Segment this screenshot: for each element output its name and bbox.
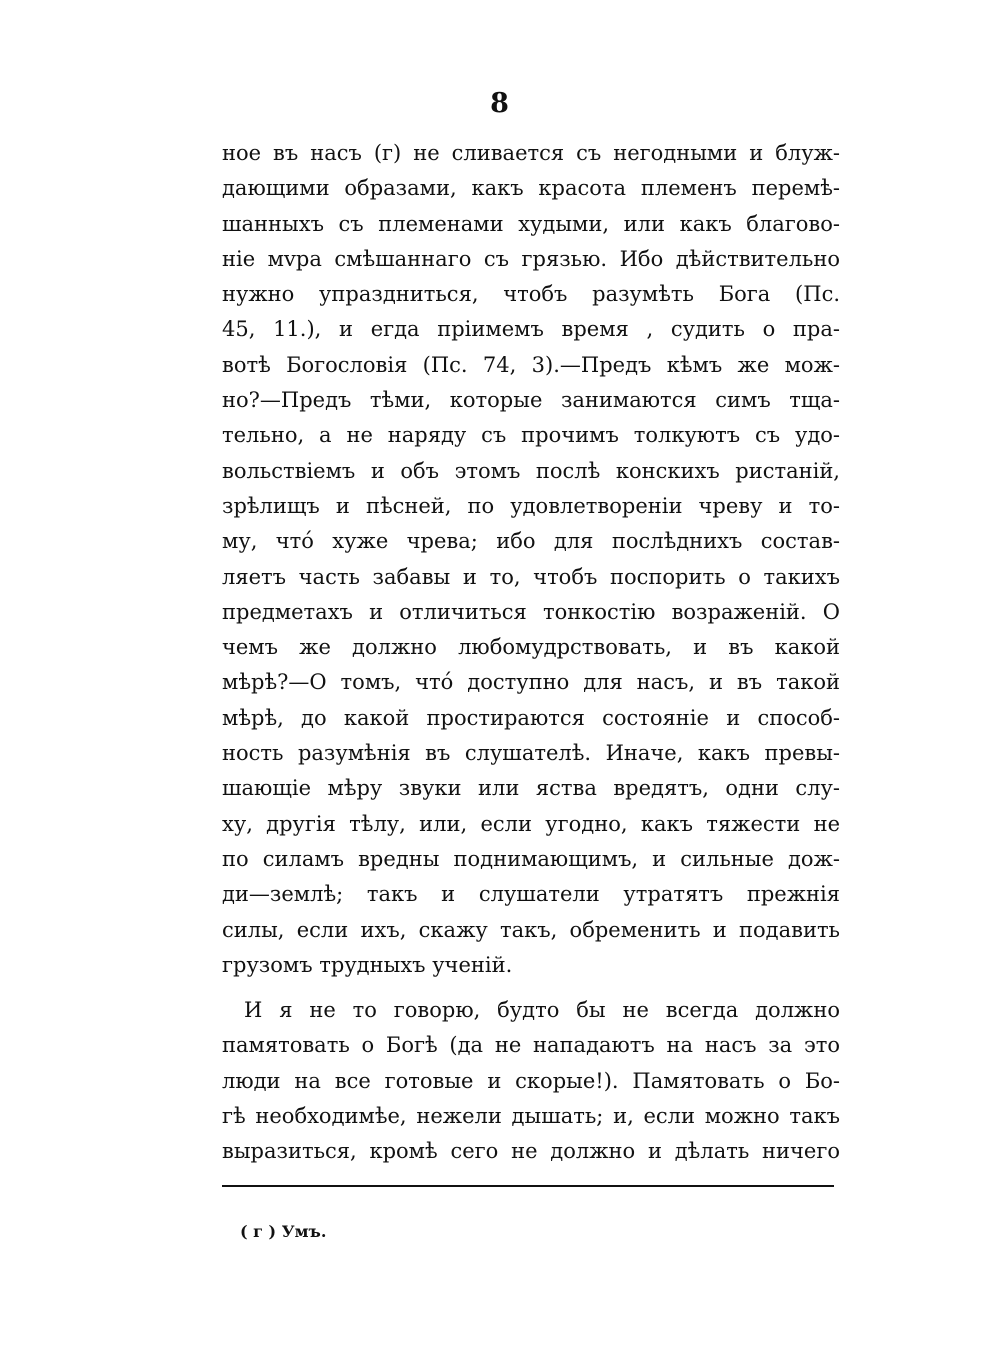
text-line: по силамъ вредны поднимающимъ, и сильные дож-: [222, 846, 840, 871]
text-line: шающіе мѣру звуки или яства вредятъ, одни слу-: [222, 776, 840, 801]
text-line: И я не то говорю, будто бы не всегда должно: [244, 998, 840, 1023]
text-line: му, что́ хуже чрева; ибо для послѣднихъ состав-: [222, 529, 840, 554]
text-line: ніе мvра смѣшаннаго съ грязью. Ибо дѣйствительно: [222, 246, 840, 271]
body-text: [222, 136, 840, 1170]
text-line: шанныхъ съ племенами худыми, или какъ благово-: [222, 211, 840, 236]
text-line: грузомъ трудныхъ ученій.: [222, 952, 513, 977]
text-line: вольствіемъ и объ этомъ послѣ конскихъ ристаній,: [222, 458, 840, 483]
text-line: но?—Предъ тѣми, которые занимаются симъ тща-: [222, 388, 840, 413]
paragraph-gap: [222, 983, 840, 993]
text-line: тельно, а не наряду съ прочимъ толкуютъ съ удо-: [222, 423, 840, 448]
text-line: предметахъ и отличиться тонкостію возраженій. О: [222, 599, 840, 624]
text-line: зрѣлищъ и пѣсней, по удовлетвореніи чреву и то-: [222, 493, 840, 518]
text-line: выразиться, кромѣ сего не должно и дѣлать ничего: [222, 1139, 840, 1164]
text-line: ди—землѣ; такъ и слушатели утратятъ прежнія: [222, 882, 840, 907]
page-number: 8: [490, 88, 510, 119]
text-line: гѣ необходимѣе, нежели дышать; и, если можно такъ: [222, 1104, 840, 1129]
text-line: дающими образами, какъ красота племенъ перемѣ-: [222, 176, 840, 201]
text-line: силы, если ихъ, скажу такъ, обременить и подавить: [222, 917, 840, 942]
text-line: ное въ насъ (г) не сливается съ негодными и блуж-: [222, 141, 840, 165]
text-line: ляетъ часть забавы и то, чтобъ поспорить о такихъ: [222, 564, 840, 589]
text-line: 45, 11.), и егда пріимемъ время , судить о пра-: [222, 317, 840, 342]
text-line: мѣрѣ?—О томъ, что́ доступно для насъ, и въ такой: [222, 670, 840, 695]
text-line: мѣрѣ, до какой простираются состояніе и способ-: [222, 705, 840, 730]
text-line: нужно упраздниться, чтобъ разумѣть Бога (Пс.: [222, 282, 840, 307]
text-line: памятовать о Богѣ (да не нападаютъ на насъ за это: [222, 1033, 840, 1058]
footnote: ( г ) Умъ.: [240, 1222, 327, 1241]
footnote-separator: [222, 1185, 834, 1187]
text-line: чемъ же должно любомудрствовать, и въ какой: [222, 635, 840, 660]
text-line: ность разумѣнія въ слушателѣ. Иначе, какъ превы-: [222, 741, 840, 766]
text-line: ху, другія тѣлу, или, если угодно, какъ тяжести не: [222, 811, 840, 836]
text-line: люди на все готовые и скорые!). Памятовать о Бо-: [222, 1068, 840, 1093]
text-line: вотѣ Богословія (Пс. 74, 3).—Предъ кѣмъ же мож-: [222, 352, 840, 377]
